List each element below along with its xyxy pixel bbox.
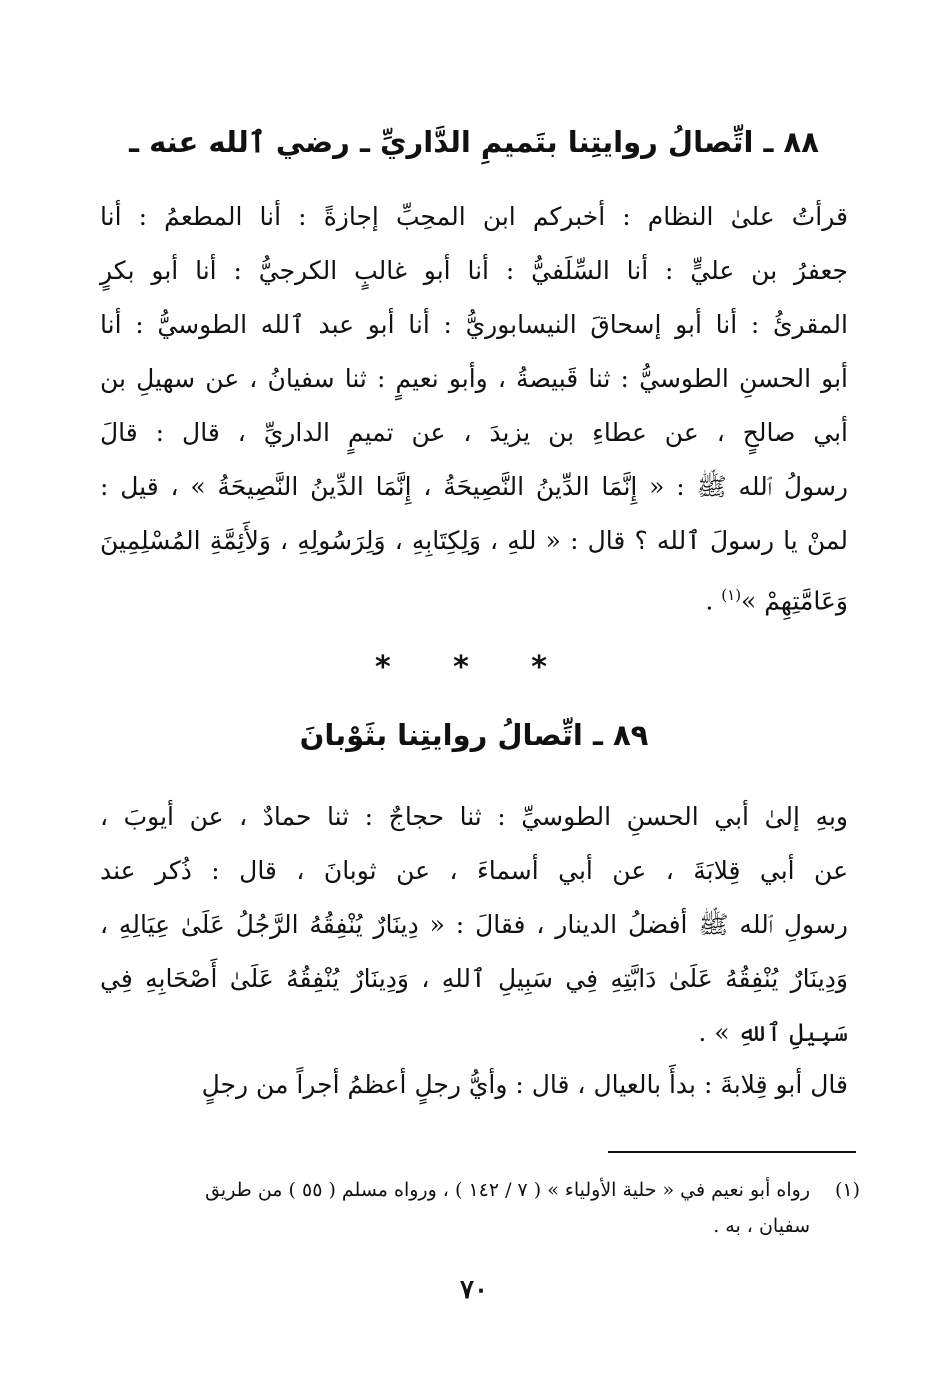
paragraph-last-line (100, 568, 848, 622)
footnote-line-2 (100, 1208, 860, 1244)
paragraph-line: عن أبي قِلابَةَ ، عن أبي أسماءَ ، عن ثوبانَ ، قال : ذُكر عند (100, 856, 848, 885)
paragraph-line: وَدِينَارٌ يُنْفِقُهُ عَلَىٰ دَابَّتِهِ فِي سَبِيلِ ٱللهِ ، وَدِينَارٌ يُنْفِقُهُ عَلَىٰ أَصْحَابِهِ فِي (100, 964, 848, 993)
section-separator: * * * (375, 650, 573, 685)
paragraph-line: وبهِ إلىٰ أبي الحسنِ الطوسيِّ : ثنا حجاجٌ : ثنا حمادٌ ، عن أيوبَ ، (100, 802, 848, 831)
footnote-divider (608, 1151, 856, 1153)
paragraph-line-text: وَعَامَّتِهِمْ » (741, 586, 848, 616)
line-end-punctuation: . (705, 586, 722, 616)
paragraph-line: رسولُ ٱلله ﷺ : « إِنَّمَا الدِّينُ النَّصِيحَةُ ، إِنَّمَا الدِّينُ النَّصِيحَةُ » ، قيل : (100, 472, 848, 501)
page-number: ٧٠ (460, 1275, 488, 1305)
paragraph-line: قرأتُ علىٰ النظام : أخبركم ابن المحِبِّ إجازةً : أنا المطعمُ : أنا (100, 202, 848, 231)
paragraph-line: جعفرُ بن عليٍّ : أنا السِّلَفيُّ : أنا أبو غالبٍ الكرجيُّ : أنا أبو بكرٍ (100, 256, 848, 285)
paragraph-line: أبي صالحٍ ، عن عطاءِ بن يزيدَ ، عن تميمٍ الداريِّ ، قال : قالَ (100, 418, 848, 447)
section-89-paragraph (100, 790, 848, 1070)
footnote-text: سفيان ، به . (713, 1215, 810, 1237)
section-89-heading: ٨٩ ـ اتِّصالُ روايتِنا بثَوْبانَ (299, 718, 649, 752)
footnote-text: رواه أبو نعيم في « حلية الأولياء » ( ٧ / ١٤٢ ) ، ورواه مسلم ( ٥٥ ) من طريق (205, 1179, 810, 1201)
footnote-number: (١) (834, 1179, 860, 1201)
paragraph-line: أبو الحسنِ الطوسيُّ : ثنا قَبيصةُ ، وأبو نعيمٍ : ثنا سفيانُ ، عن سهيلِ بن (100, 364, 848, 393)
paragraph-last-line: سَبِيلِ ٱللهِ » . (698, 1018, 848, 1047)
footnote-line-1 (100, 1172, 860, 1208)
section-88-heading: ٨٨ ـ اتِّصالُ روايتِنا بتَميمِ الدَّاريِّ ـ رضي ٱلله عنه ـ (129, 125, 819, 159)
footnote-marker: (١) (721, 586, 742, 604)
section-89-continuation (100, 1058, 848, 1118)
footnote (100, 1172, 860, 1244)
section-88-paragraph (100, 190, 848, 630)
paragraph-line: قال أبو قِلابةَ : بدأَ بالعيال ، قال : وأيُّ رجلٍ أعظمُ أجراً من رجلٍ (201, 1070, 848, 1099)
paragraph-line: لمنْ يا رسولَ ٱلله ؟ قال : « للهِ ، وَلِكِتَابِهِ ، وَلِرَسُولِهِ ، وَلأَئِمَّةِ المُسْلِمِينَ (100, 526, 848, 555)
paragraph-line: المقرئُ : أنا أبو إسحاقَ النيسابوريُّ : أنا أبو عبد ٱلله الطوسيُّ : أنا (100, 310, 848, 339)
paragraph-line: رسولِ ٱلله ﷺ أفضلُ الدينار ، فقالَ : « دِينَارٌ يُنْفِقُهُ الرَّجُلُ عَلَىٰ عِيَالِهِ ، (100, 910, 848, 939)
